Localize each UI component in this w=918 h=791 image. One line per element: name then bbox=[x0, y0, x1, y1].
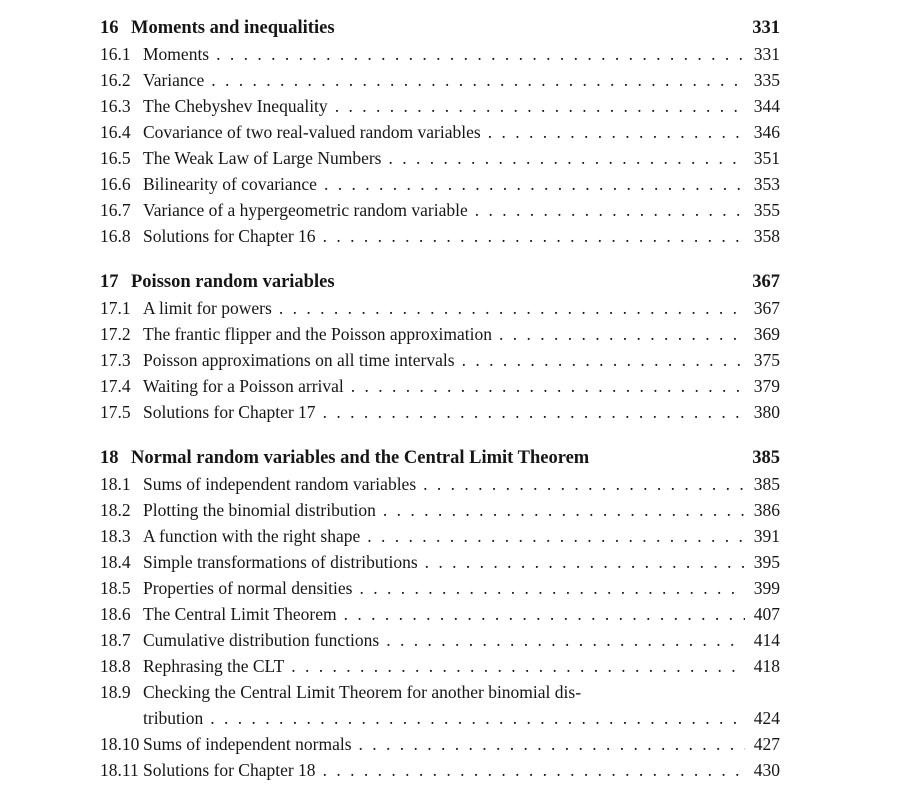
section-title: Rephrasing the CLT bbox=[143, 656, 285, 676]
section-title: Cumulative distribution functions bbox=[143, 630, 380, 650]
section-number: 18.10 bbox=[100, 734, 140, 754]
toc-entry-18-4[interactable] bbox=[100, 549, 780, 575]
section-title: The Central Limit Theorem bbox=[143, 604, 337, 624]
section-page-number: 367 bbox=[753, 298, 780, 318]
toc-entry-18-1[interactable] bbox=[100, 471, 780, 497]
section-title-wrap bbox=[143, 679, 780, 731]
toc-entry-18-8[interactable] bbox=[100, 653, 780, 679]
dot-leader bbox=[216, 41, 745, 67]
section-number: 17.2 bbox=[100, 324, 131, 344]
toc-entry-16-8[interactable] bbox=[100, 223, 780, 249]
toc-entry-18-9[interactable] bbox=[100, 679, 780, 731]
dot-leader bbox=[383, 497, 745, 523]
section-page-number: 358 bbox=[753, 226, 780, 246]
section-title: A function with the right shape bbox=[143, 526, 361, 546]
section-page-number: 407 bbox=[753, 604, 780, 624]
section-page-number: 369 bbox=[753, 324, 780, 344]
section-page-number: 427 bbox=[753, 734, 780, 754]
toc-entry-18-6[interactable] bbox=[100, 601, 780, 627]
toc-entry-16-2[interactable] bbox=[100, 67, 780, 93]
section-page-number: 414 bbox=[753, 630, 780, 650]
section-page-number: 344 bbox=[753, 96, 780, 116]
dot-leader bbox=[335, 93, 745, 119]
section-number: 18.11 bbox=[100, 760, 139, 780]
dot-leader bbox=[367, 523, 745, 549]
toc-entry-16-4[interactable] bbox=[100, 119, 780, 145]
section-page-number: 395 bbox=[753, 552, 780, 572]
section-number: 18.2 bbox=[100, 500, 131, 520]
chapter-page-number: 331 bbox=[752, 18, 780, 38]
toc-entry-17-4[interactable] bbox=[100, 373, 780, 399]
section-title: Moments bbox=[143, 44, 210, 64]
section-title: Sums of independent normals bbox=[143, 734, 352, 754]
dot-leader bbox=[323, 399, 745, 425]
section-title: Variance of a hypergeometric random variable bbox=[143, 200, 468, 220]
section-number: 16.1 bbox=[100, 44, 131, 64]
chapter-title: Moments and inequalities bbox=[131, 18, 335, 38]
section-title: Waiting for a Poisson arrival bbox=[143, 376, 344, 396]
dot-leader bbox=[425, 549, 745, 575]
section-title: The Weak Law of Large Numbers bbox=[143, 148, 382, 168]
section-page-number: 399 bbox=[753, 578, 780, 598]
toc-entry-16-6[interactable] bbox=[100, 171, 780, 197]
chapter-number: 16 bbox=[100, 18, 119, 38]
dot-leader bbox=[323, 223, 745, 249]
dot-leader bbox=[324, 171, 745, 197]
section-page-number: 331 bbox=[753, 44, 780, 64]
section-page-number: 430 bbox=[753, 760, 780, 780]
chapter-title: Poisson random variables bbox=[131, 272, 335, 292]
section-page-number: 391 bbox=[753, 526, 780, 546]
toc-entry-17-5[interactable] bbox=[100, 399, 780, 425]
section-title: The frantic flipper and the Poisson approximation bbox=[143, 324, 492, 344]
section-page-number: 355 bbox=[753, 200, 780, 220]
dot-leader bbox=[291, 653, 745, 679]
dot-leader bbox=[488, 119, 745, 145]
section-number: 18.5 bbox=[100, 578, 131, 598]
section-page-number: 351 bbox=[753, 148, 780, 168]
dot-leader bbox=[210, 705, 745, 731]
toc-entry-18-2[interactable] bbox=[100, 497, 780, 523]
section-title: Solutions for Chapter 16 bbox=[143, 226, 316, 246]
section-number: 18.9 bbox=[100, 682, 131, 702]
toc-entry-17-1[interactable] bbox=[100, 295, 780, 321]
section-number: 18.1 bbox=[100, 474, 131, 494]
chapter-heading-16[interactable] bbox=[100, 15, 780, 41]
section-number: 18.4 bbox=[100, 552, 131, 572]
toc-entry-17-2[interactable] bbox=[100, 321, 780, 347]
dot-leader bbox=[462, 347, 745, 373]
section-title-line-2: tribution bbox=[143, 708, 204, 728]
section-title: A limit for powers bbox=[143, 298, 272, 318]
section-number: 16.2 bbox=[100, 70, 131, 90]
section-number: 18.6 bbox=[100, 604, 131, 624]
section-number: 16.8 bbox=[100, 226, 131, 246]
table-of-contents bbox=[100, 0, 780, 783]
chapter-block-17 bbox=[100, 269, 780, 425]
dot-leader bbox=[423, 471, 745, 497]
section-number: 16.7 bbox=[100, 200, 131, 220]
dot-leader bbox=[351, 373, 745, 399]
dot-leader bbox=[211, 67, 745, 93]
section-page-number: 379 bbox=[753, 376, 780, 396]
section-page-number: 353 bbox=[753, 174, 780, 194]
section-page-number: 335 bbox=[753, 70, 780, 90]
section-page-number: 375 bbox=[753, 350, 780, 370]
chapter-block-16 bbox=[100, 15, 780, 249]
toc-entry-16-5[interactable] bbox=[100, 145, 780, 171]
section-title: Solutions for Chapter 18 bbox=[143, 760, 316, 780]
section-title: Sums of independent random variables bbox=[143, 474, 417, 494]
section-title: Properties of normal densities bbox=[143, 578, 353, 598]
section-title: Poisson approximations on all time intervals bbox=[143, 350, 455, 370]
section-page-number: 385 bbox=[753, 474, 780, 494]
dot-leader bbox=[279, 295, 745, 321]
chapter-number: 18 bbox=[100, 448, 119, 468]
section-page-number: 386 bbox=[753, 500, 780, 520]
dot-leader bbox=[499, 321, 745, 347]
toc-entry-18-5[interactable] bbox=[100, 575, 780, 601]
chapter-heading-17[interactable] bbox=[100, 269, 780, 295]
section-number: 18.8 bbox=[100, 656, 131, 676]
section-title: Simple transformations of distributions bbox=[143, 552, 418, 572]
section-page-number: 346 bbox=[753, 122, 780, 142]
toc-entry-16-3[interactable] bbox=[100, 93, 780, 119]
section-page-number: 380 bbox=[753, 402, 780, 422]
toc-entry-16-1[interactable] bbox=[100, 41, 780, 67]
section-title: Bilinearity of covariance bbox=[143, 174, 317, 194]
dot-leader bbox=[386, 627, 745, 653]
section-title: Solutions for Chapter 17 bbox=[143, 402, 316, 422]
chapter-page-number: 385 bbox=[752, 448, 780, 468]
dot-leader bbox=[388, 145, 745, 171]
toc-entry-18-3[interactable] bbox=[100, 523, 780, 549]
section-page-number: 418 bbox=[753, 656, 780, 676]
section-title-continuation bbox=[143, 705, 780, 731]
section-number: 17.5 bbox=[100, 402, 131, 422]
toc-entry-16-7[interactable] bbox=[100, 197, 780, 223]
section-number: 16.5 bbox=[100, 148, 131, 168]
section-number: 17.4 bbox=[100, 376, 131, 396]
dot-leader bbox=[475, 197, 745, 223]
section-page-number: 424 bbox=[753, 708, 780, 728]
section-number: 16.4 bbox=[100, 122, 131, 142]
spacer bbox=[335, 269, 750, 295]
chapter-number: 17 bbox=[100, 272, 119, 292]
spacer bbox=[335, 15, 750, 41]
section-title: Variance bbox=[143, 70, 205, 90]
section-number: 17.3 bbox=[100, 350, 131, 370]
section-number: 16.6 bbox=[100, 174, 131, 194]
toc-entry-18-10[interactable] bbox=[100, 731, 780, 757]
section-title: The Chebyshev Inequality bbox=[143, 96, 328, 116]
chapter-page-number: 367 bbox=[752, 272, 780, 292]
spacer bbox=[589, 445, 750, 471]
dot-leader bbox=[359, 575, 745, 601]
section-number: 16.3 bbox=[100, 96, 131, 116]
section-title: Covariance of two real-valued random variables bbox=[143, 122, 481, 142]
section-number: 17.1 bbox=[100, 298, 131, 318]
chapter-block-18 bbox=[100, 445, 780, 783]
dot-leader bbox=[344, 601, 745, 627]
dot-leader bbox=[323, 757, 745, 783]
dot-leader bbox=[359, 731, 745, 757]
section-number: 18.3 bbox=[100, 526, 131, 546]
section-title-line-1: Checking the Central Limit Theorem for another binomial dis- bbox=[143, 682, 582, 702]
section-title: Plotting the binomial distribution bbox=[143, 500, 376, 520]
toc-entry-18-7[interactable] bbox=[100, 627, 780, 653]
chapter-heading-18[interactable] bbox=[100, 445, 780, 471]
section-number: 18.7 bbox=[100, 630, 131, 650]
toc-entry-18-11[interactable] bbox=[100, 757, 780, 783]
toc-entry-17-3[interactable] bbox=[100, 347, 780, 373]
chapter-title: Normal random variables and the Central Limit Theorem bbox=[131, 448, 590, 468]
